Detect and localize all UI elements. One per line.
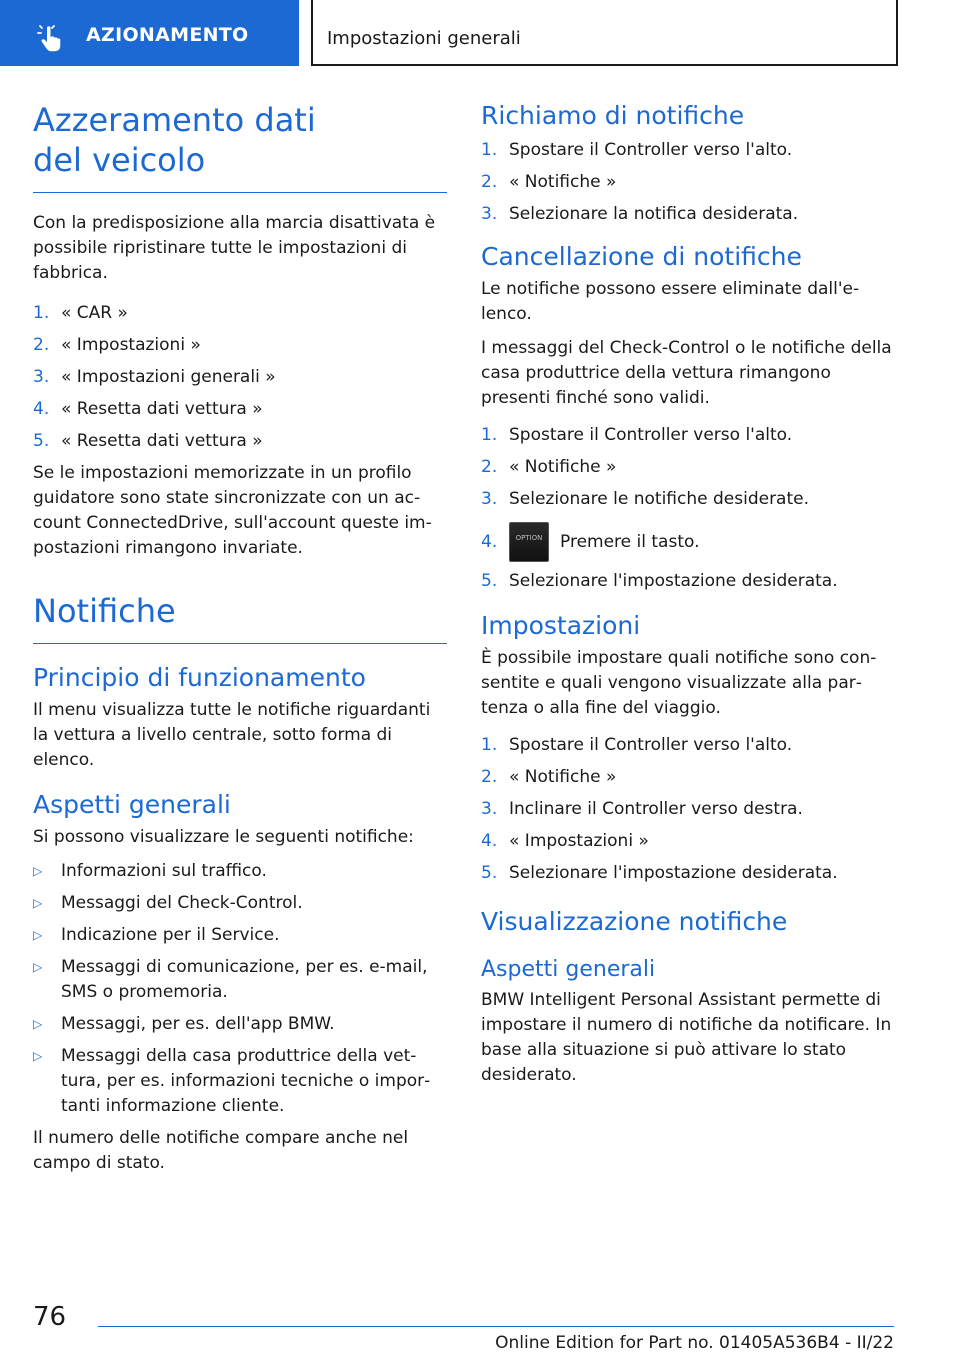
- general-intro: Si possono visualizzare le seguenti notifiche:: [33, 827, 414, 847]
- list-item: 3. Selezionare la notifica desiderata.: [481, 204, 799, 224]
- display-text: BMW Intelligent Personal Assistant permette di impostare il numero di notifiche da notificare. In base alla situazione si può attivare lo stato desiderato.: [481, 990, 892, 1085]
- hand-pointer-icon: [36, 24, 66, 54]
- recall-title: Richiamo di notifiche: [481, 101, 745, 130]
- display-title: Visualizzazione notifiche: [481, 907, 788, 936]
- header-section-label: AZIONAMENTO: [86, 24, 249, 46]
- settings-steps: [481, 733, 895, 886]
- header-title-box: [311, 0, 898, 66]
- delete-text-2: I messaggi del Check-Control o le notifiche della casa produttrice della vettura rimangono presenti finché sono validi.: [481, 338, 892, 408]
- notifications-title-rule: [33, 643, 447, 644]
- settings-text: È possibile impostare quali notifiche sono consentite e quali vengono visualizzate alla partenza o alla fine del viaggio.: [481, 648, 877, 718]
- recall-steps: [481, 138, 895, 227]
- list-item: ▷ Messaggi del Check-Control.: [33, 891, 447, 916]
- notification-types-list: [33, 859, 447, 1119]
- list-item: 4. OPTION Premere il tasto.: [481, 522, 895, 562]
- list-item: 4. « Impostazioni »: [481, 831, 649, 851]
- triangle-right-icon: ▷: [33, 960, 43, 974]
- header-page-title: Impostazioni generali: [327, 28, 521, 49]
- footer-edition: Online Edition for Part no. 01405A536B4 - II/22: [495, 1333, 894, 1353]
- reset-note: Se le impostazioni memorizzate in un profilo guidatore sono state sincronizzate con un account ConnectedDrive, sull'account queste impostazioni rimangono invariate.: [33, 463, 432, 558]
- list-item: 2. « Notifiche »: [481, 767, 617, 787]
- list-item: 1. « CAR »: [33, 303, 128, 323]
- count-text: Il numero delle notifiche compare anche nel campo di stato.: [33, 1128, 409, 1173]
- list-item: 1. Spostare il Controller verso l'alto.: [481, 735, 793, 755]
- list-item: 3. Inclinare il Controller verso destra.: [481, 799, 803, 819]
- reset-intro: Con la predisposizione alla marcia disattivata è possibile ripristinare tutte le impostazioni di fabbrica.: [33, 213, 436, 283]
- option-key-icon: OPTION: [509, 522, 549, 562]
- reset-title: Azzeramento dati del veicolo: [33, 101, 316, 179]
- list-item: 5. Selezionare l'impostazione desiderata.: [481, 863, 838, 883]
- list-item: 5. « Resetta dati vettura »: [33, 431, 263, 451]
- principle-title: Principio di funzionamento: [33, 663, 366, 692]
- list-item: 2. « Impostazioni »: [33, 335, 201, 355]
- reset-steps: [33, 301, 447, 454]
- list-item: 3. « Impostazioni generali »: [33, 367, 276, 387]
- display-general-title: Aspetti generali: [481, 957, 656, 982]
- settings-title: Impostazioni: [481, 611, 641, 640]
- triangle-right-icon: ▷: [33, 1017, 43, 1031]
- page-number: 76: [33, 1302, 67, 1332]
- principle-text: Il menu visualizza tutte le notifiche riguardanti la vettura a livello centrale, sotto forma di elenco.: [33, 700, 431, 770]
- list-item: ▷ Messaggi della casa produttrice della vettura, per es. informazioni tecniche o importanti informazione cliente.: [33, 1044, 447, 1119]
- list-item: ▷ Messaggi, per es. dell'app BMW.: [33, 1012, 447, 1037]
- footer-rule: [98, 1326, 894, 1327]
- left-column: [33, 100, 447, 1185]
- triangle-right-icon: ▷: [33, 928, 43, 942]
- list-item: 3. Selezionare le notifiche desiderate.: [481, 489, 810, 509]
- delete-text-1: Le notifiche possono essere eliminate dall'elenco.: [481, 279, 860, 324]
- list-item: 1. Spostare il Controller verso l'alto.: [481, 140, 793, 160]
- triangle-right-icon: ▷: [33, 864, 43, 878]
- header-section-tab: [0, 0, 299, 66]
- list-item: 1. Spostare il Controller verso l'alto.: [481, 425, 793, 445]
- triangle-right-icon: ▷: [33, 896, 43, 910]
- delete-title: Cancellazione di notifiche: [481, 242, 802, 271]
- list-item: 4. « Resetta dati vettura »: [33, 399, 263, 419]
- list-item: ▷ Informazioni sul traffico.: [33, 859, 447, 884]
- list-item: ▷ Messaggi di comunicazione, per es. e-mail, SMS o promemoria.: [33, 955, 447, 1005]
- list-item: 2. « Notifiche »: [481, 172, 617, 192]
- reset-title-rule: [33, 192, 447, 193]
- general-title: Aspetti generali: [33, 790, 231, 819]
- list-item: 2. « Notifiche »: [481, 457, 617, 477]
- delete-steps: [481, 423, 895, 594]
- triangle-right-icon: ▷: [33, 1049, 43, 1063]
- right-column: [481, 100, 895, 1097]
- notifications-title: Notifiche: [33, 592, 176, 630]
- list-item: ▷ Indicazione per il Service.: [33, 923, 447, 948]
- list-item: 5. Selezionare l'impostazione desiderata.: [481, 571, 838, 591]
